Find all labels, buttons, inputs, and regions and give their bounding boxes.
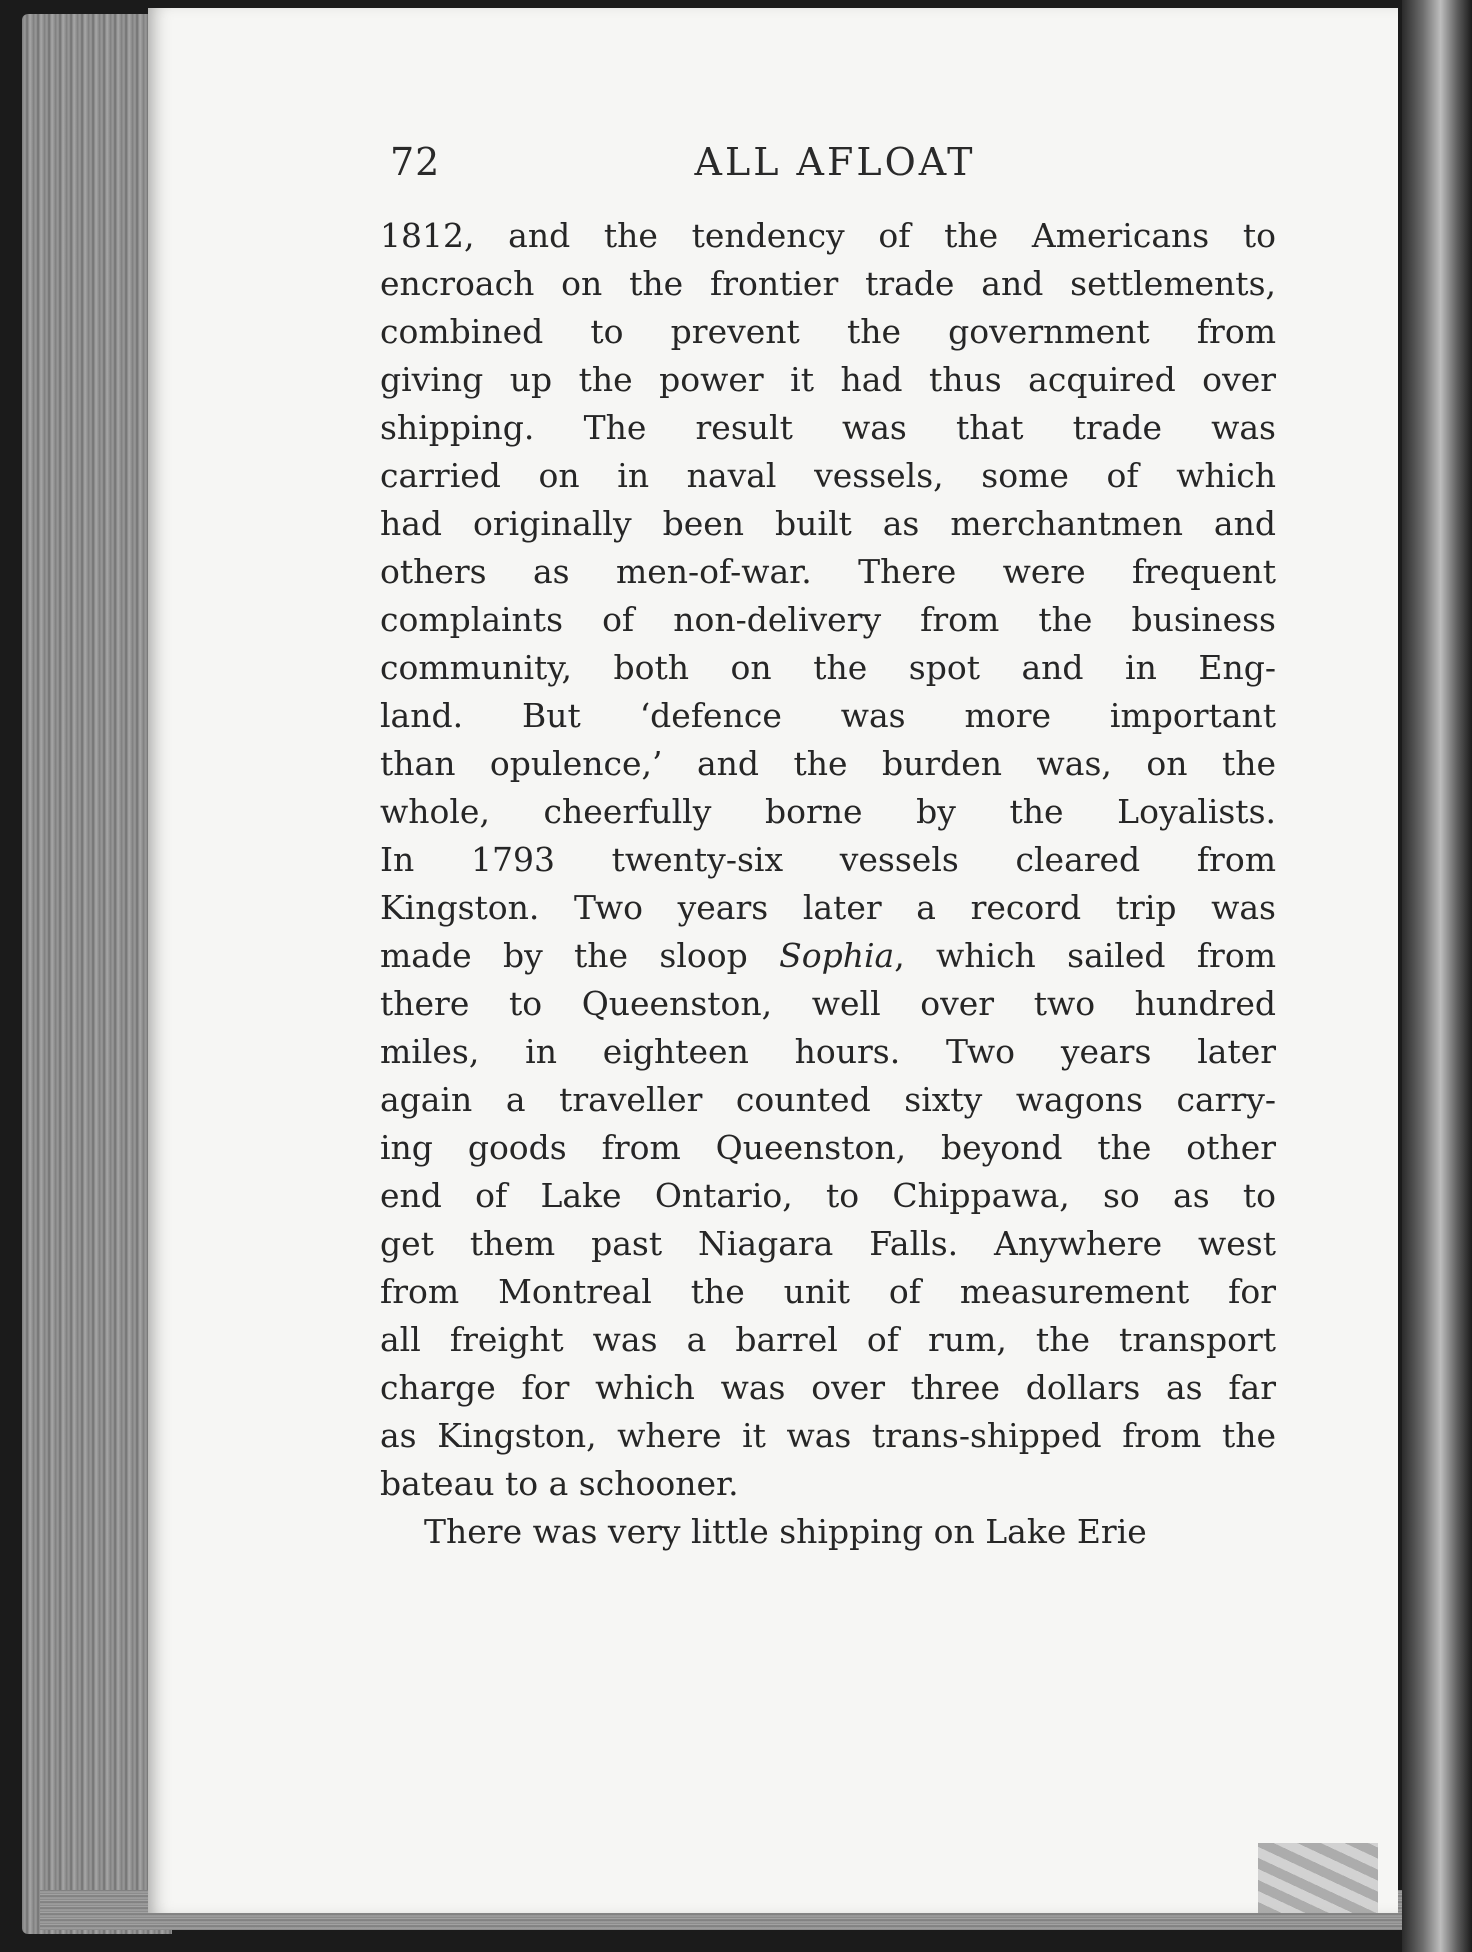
text-line: shipping. The result was that trade was — [380, 408, 1276, 447]
paragraph-2 — [380, 1508, 1276, 1556]
text-line: community, both on the spot and in Eng- — [380, 648, 1276, 687]
text-line: complaints of non-delivery from the business — [380, 600, 1276, 639]
body-text — [380, 212, 1276, 1556]
text-line: combined to prevent the government from — [380, 312, 1276, 351]
text-line: end of Lake Ontario, to Chippawa, so as to — [380, 1176, 1276, 1215]
text-line: Kingston. Two years later a record trip was — [380, 888, 1276, 927]
text-line: miles, in eighteen hours. Two years later — [380, 1032, 1276, 1071]
text-line: all freight was a barrel of rum, the transport — [380, 1320, 1276, 1359]
text-line: There was very little shipping on Lake Erie — [424, 1512, 1147, 1551]
text-line: 1812, and the tendency of the Americans to — [380, 216, 1276, 255]
text-line: again a traveller counted sixty wagons carry- — [380, 1080, 1276, 1119]
text-line: bateau to a schooner. — [380, 1464, 739, 1503]
running-title: ALL AFLOAT — [694, 140, 976, 184]
text-line: had originally been built as merchantmen and — [380, 504, 1276, 543]
bookmark-ribbon — [1258, 1843, 1378, 1913]
text-line-with-italic — [380, 932, 1276, 980]
text-line: whole, cheerfully borne by the Loyalists. — [380, 792, 1276, 831]
text-line: carried on in naval vessels, some of which — [380, 456, 1276, 495]
text-line: get them past Niagara Falls. Anywhere west — [380, 1224, 1276, 1263]
page-number: 72 — [390, 140, 441, 184]
text-segment: made by the sloop — [380, 936, 780, 975]
text-line: giving up the power it had thus acquired over — [380, 360, 1276, 399]
text-line: encroach on the frontier trade and settlements, — [380, 264, 1276, 303]
text-line: as Kingston, where it was trans-shipped from the — [380, 1416, 1276, 1455]
text-line: In 1793 twenty-six vessels cleared from — [380, 840, 1276, 879]
text-line: others as men-of-war. There were frequent — [380, 552, 1276, 591]
running-head — [390, 140, 1280, 190]
paragraph-1 — [380, 212, 1276, 1508]
text-line: ing goods from Queenston, beyond the other — [380, 1128, 1276, 1167]
text-line: than opulence,’ and the burden was, on the — [380, 744, 1276, 783]
text-line: there to Queenston, well over two hundred — [380, 984, 1276, 1023]
text-line: charge for which was over three dollars as far — [380, 1368, 1276, 1407]
book-cover-right-edge — [1402, 0, 1472, 1952]
text-segment: , which sailed from — [894, 936, 1276, 975]
text-line: from Montreal the unit of measurement for — [380, 1272, 1276, 1311]
vessel-name-italic: Sophia — [779, 936, 895, 975]
text-line: land. But ‘defence was more important — [380, 696, 1276, 735]
